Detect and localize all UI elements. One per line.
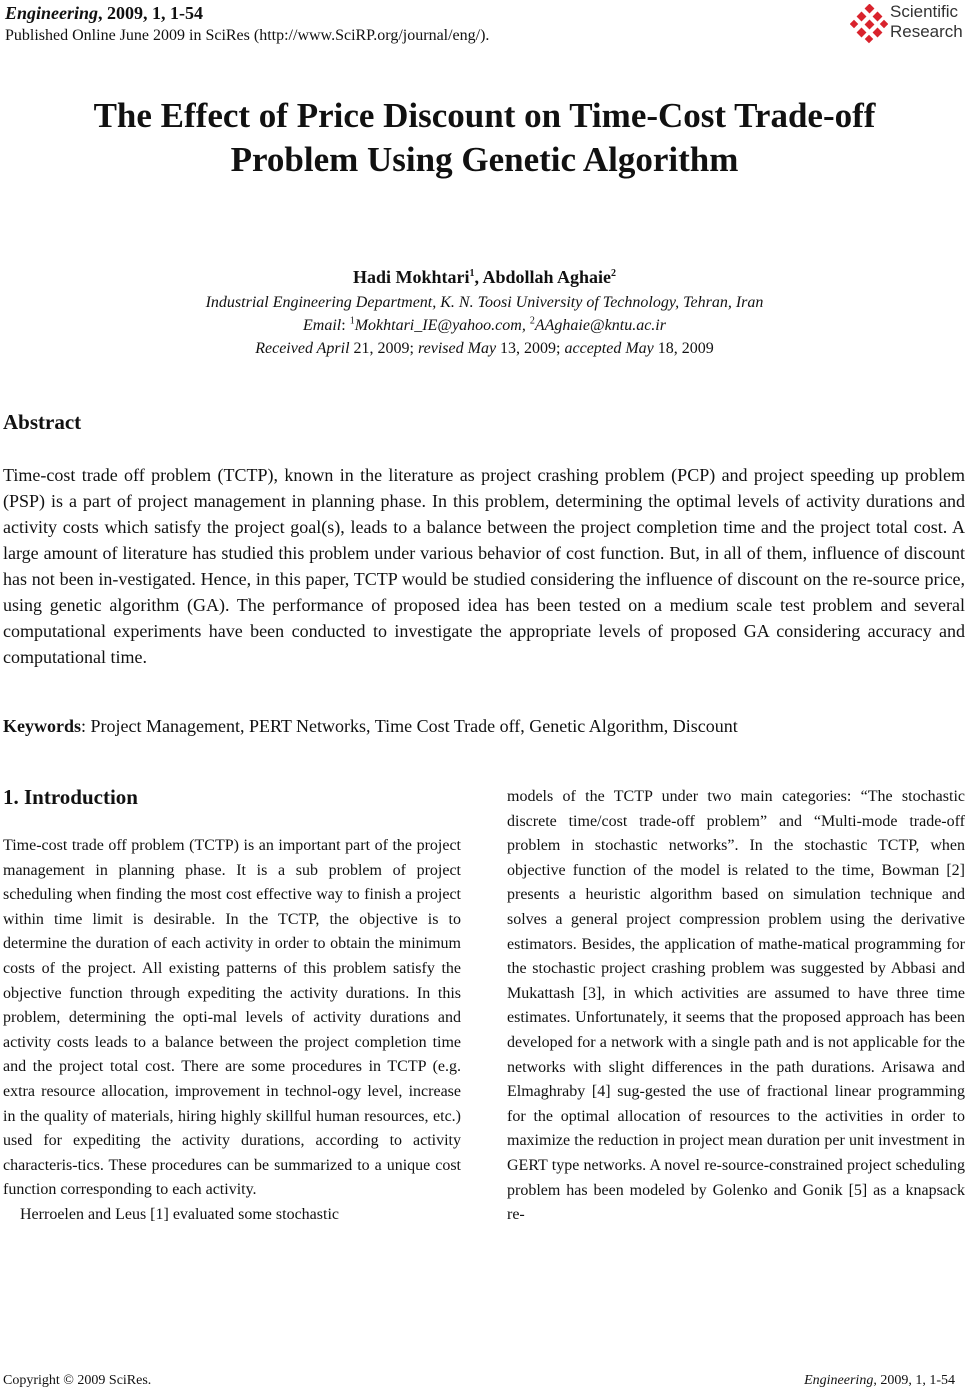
intro-paragraph-2: Herroelen and Leus [1] evaluated some stochastic: [20, 1205, 339, 1223]
revised-label: revised May: [418, 340, 497, 357]
email-line: [0, 317, 969, 335]
introduction-heading: 1. Introduction: [3, 785, 138, 809]
author-2-sup: 2: [611, 268, 617, 279]
intro-paragraph-3: models of the TCTP under two main categories: “The stochastic discrete time/cost trade-off problem” and “Multi-mode trade-off problem in stochastic networks”. In the stochastic TCTP, when objective function of the model is related to the time, Bowman [2] presents a heuristic algorithm based on simulation technique and solves a general project compression problem using the derivative estimators. Besides, the application of mathe-matical programming for the stochastic project crashing problem was suggested by Abbasi and Mukattash [3], in which activities are assumed to have three time estimates. Unfortunately, it seems that the proposed approach has been developed for a network with a single path and is not applicable for the networks with slight differences in the path durations. Arisawa and Elmaghraby [4] sug-gested the use of fractional linear programming for the optimal allocation of resources to the activities in order to maximize the reduction in project mean duration per unit investment in GERT type networks. A novel re-source-constrained project scheduling problem has been modeled by Golenko and Gonik [5] as a knapsack re-: [507, 788, 965, 1224]
email-1: Mokhtari_IE@yahoo.com,: [354, 317, 530, 334]
publisher-logo: [850, 2, 969, 46]
email-separator: :: [341, 317, 350, 334]
footer-copyright: Copyright © 2009 SciRes.: [3, 1373, 152, 1388]
abstract-text: Time-cost trade off problem (TCTP), known in the literature as project crashing problem (PCP) and project speeding up problem (PSP) is a part of project management in planning phase. In this problem, determining the optimal levels of activity durations and activity costs which satisfy the project goal(s), leads to a balance between the project completion time and the project total cost. A large amount of literature has studied this problem under various behavior of cost function. But, in all of them, influence of discount has not been in-vestigated. Hence, in this paper, TCTP would be studied considering the influence of discount on the re-source price, using genetic algorithm (GA). The performance of proposed idea has been tested on a medium scale test problem and several computational experiments have been conducted to investigate the appropriate levels of proposed GA considering accuracy and computational time.: [3, 465, 965, 667]
affiliation: Industrial Engineering Department, K. N. Toosi University of Technology, Tehran, Iran: [205, 294, 764, 311]
logo-line2: Research: [890, 22, 963, 41]
email-1-sup: 1: [349, 315, 355, 327]
received-dates: [0, 340, 969, 358]
logo-mark-icon: [850, 4, 888, 44]
revised-date: 13, 2009;: [496, 340, 565, 357]
footer-journal-name: Engineering: [804, 1373, 874, 1388]
journal-header: [5, 3, 203, 24]
author-1: Hadi Mokhtari: [352, 267, 470, 287]
authors: [0, 267, 969, 288]
publication-info: Published Online June 2009 in SciRes (http://www.SciRP.org/journal/eng/).: [5, 27, 490, 44]
journal-volume: , 2009, 1, 1-54: [98, 3, 204, 23]
footer-journal-info: , 2009, 1, 1-54: [873, 1373, 955, 1388]
email-label: Email: [303, 317, 342, 334]
email-2-sup: 2: [529, 315, 535, 327]
title-line1: The Effect of Price Discount on Time-Cost Trade-off: [93, 96, 876, 135]
received-label: Received April: [255, 340, 350, 357]
logo-text: [890, 2, 963, 42]
keywords-label: Keywords: [3, 716, 81, 736]
intro-paragraph-1: Time-cost trade off problem (TCTP) is an important part of the project management in planning phase. It is a sub problem of project scheduling when finding the most cost effective way to finish a project within time limit is desirable. In the TCTP, the objective is to determine the duration of each activity in order to obtain the minimum costs of the project. All existing patterns of this problem satisfy the objective function through expediting the activity durations. In this problem, determining the opti-mal levels of activity durations and activity costs leads to a balance between the project completion time and the project total cost. There are some procedures in TCTP (e.g. extra resource allocation, improvement in technol-ogy level, increase in the quality of materials, hiring highly skillful human resources, etc.) used for expediting the activity durations, according to activity characteris-tics. These procedures can be summarized to a unique cost function corresponding to each activity.: [3, 837, 461, 1199]
logo-line1: Scientific: [890, 2, 959, 21]
author-separator: ,: [474, 267, 483, 287]
paper-title: [0, 94, 969, 182]
keywords: [3, 716, 965, 737]
received-date: 21, 2009;: [349, 340, 418, 357]
accepted-label: accepted May: [564, 340, 654, 357]
accepted-date: 18, 2009: [653, 340, 714, 357]
keywords-text: : Project Management, PERT Networks, Time Cost Trade off, Genetic Algorithm, Discount: [81, 716, 738, 736]
abstract-heading: Abstract: [3, 410, 82, 434]
footer-journal: [804, 1373, 955, 1389]
right-column: [507, 785, 965, 1228]
author-2: Abdollah Aghaie: [482, 267, 612, 287]
title-line2: Problem Using Genetic Algorithm: [230, 140, 739, 179]
email-2: AAghaie@kntu.ac.ir: [534, 317, 666, 334]
author-1-sup: 1: [469, 268, 475, 279]
left-column: [3, 834, 461, 1228]
journal-name: Engineering: [5, 3, 99, 23]
